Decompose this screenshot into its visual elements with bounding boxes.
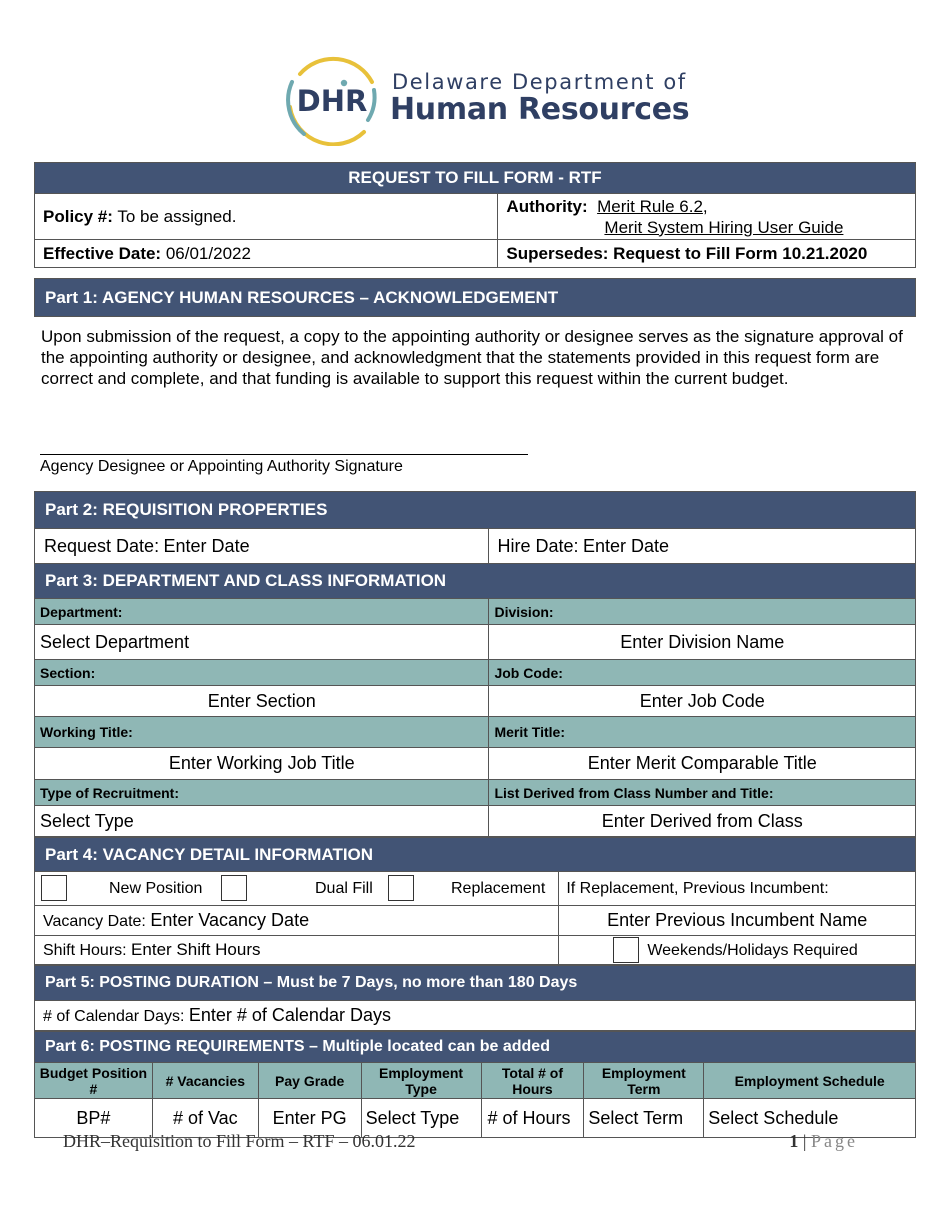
- calendar-days-input[interactable]: Enter # of Calendar Days: [188, 1005, 391, 1025]
- signature-line[interactable]: [40, 454, 528, 455]
- col-budget-position: Budget Position #: [35, 1063, 153, 1099]
- hire-date-label: Hire Date:: [497, 535, 579, 556]
- employment-type-select[interactable]: Select Type: [361, 1099, 481, 1138]
- division-label: Division:: [489, 599, 916, 625]
- shift-hours-label: Shift Hours:: [43, 942, 127, 959]
- hire-date-cell: [489, 529, 916, 564]
- col-vacancies: # Vacancies: [152, 1063, 258, 1099]
- hire-date-input[interactable]: Enter Date: [582, 535, 669, 556]
- merit-rule-link[interactable]: Merit Rule 6.2: [597, 196, 703, 216]
- working-title-input[interactable]: Enter Working Job Title: [35, 748, 489, 780]
- footer-page: [789, 1131, 858, 1152]
- merit-title-input[interactable]: Enter Merit Comparable Title: [489, 748, 916, 780]
- shift-hours-cell: [35, 936, 559, 965]
- previous-incumbent-label: If Replacement, Previous Incumbent:: [559, 872, 916, 906]
- division-input[interactable]: Enter Division Name: [489, 625, 916, 660]
- calendar-days-cell: [35, 1001, 916, 1031]
- effective-date-cell: [35, 240, 498, 268]
- part4-header: Part 4: VACANCY DETAIL INFORMATION: [35, 838, 916, 872]
- vacancy-date-label: Vacancy Date:: [43, 913, 146, 930]
- part6-table: [34, 1031, 916, 1138]
- new-position-label: New Position: [109, 880, 203, 897]
- part5-header: Part 5: POSTING DURATION – Must be 7 Days, no more than 180 Days: [35, 966, 916, 1001]
- job-code-input[interactable]: Enter Job Code: [489, 686, 916, 717]
- replacement-checkbox[interactable]: [388, 875, 414, 901]
- derived-class-label: List Derived from Class Number and Title:: [489, 780, 916, 806]
- col-employment-type: Employment Type: [361, 1063, 481, 1099]
- effective-date-value: 06/01/2022: [165, 243, 251, 263]
- dhr-logo: [282, 52, 702, 146]
- policy-label: Policy #:: [43, 206, 113, 226]
- employment-term-select[interactable]: Select Term: [584, 1099, 704, 1138]
- recruitment-type-select[interactable]: Select Type: [35, 806, 489, 837]
- authority-separator: ,: [702, 196, 708, 216]
- derived-class-input[interactable]: Enter Derived from Class: [489, 806, 916, 837]
- request-to-fill-form: [34, 162, 916, 1138]
- logo-mark-text: DHR: [296, 84, 368, 118]
- acknowledgement-text: Upon submission of the request, a copy to the appointing authority or designee serves as the signature approval of the appointing authority or designee, and acknowledgment that the statements provided in this request form are correct and complete, and that funding is available to support this request within the current budget.: [41, 327, 903, 388]
- shift-hours-input[interactable]: Enter Shift Hours: [131, 940, 261, 959]
- authority-cell: [498, 194, 916, 240]
- department-label: Department:: [35, 599, 489, 625]
- section-label: Section:: [35, 660, 489, 686]
- dual-fill-checkbox[interactable]: [221, 875, 247, 901]
- working-title-label: Working Title:: [35, 717, 489, 748]
- footer-doc-title: DHR–Requisition to Fill Form – RTF – 06.01.22: [63, 1131, 416, 1151]
- budget-position-input[interactable]: BP#: [35, 1099, 153, 1138]
- job-code-label: Job Code:: [489, 660, 916, 686]
- part1-header: Part 1: AGENCY HUMAN RESOURCES – ACKNOWLEDGEMENT: [35, 279, 916, 317]
- vacancy-date-input[interactable]: Enter Vacancy Date: [150, 910, 310, 930]
- col-pay-grade: Pay Grade: [258, 1063, 361, 1099]
- recruitment-type-label: Type of Recruitment:: [35, 780, 489, 806]
- logo-line2: Human Resources: [390, 92, 690, 127]
- page-number: 1: [789, 1131, 799, 1151]
- weekends-checkbox[interactable]: [613, 937, 639, 963]
- calendar-days-label: # of Calendar Days:: [43, 1008, 185, 1025]
- section-input[interactable]: Enter Section: [35, 686, 489, 717]
- part2-part3-table: [34, 491, 916, 837]
- logo-line1: Delaware Department of: [392, 70, 687, 94]
- part1-body: [34, 317, 916, 491]
- authority-label: Authority:: [506, 196, 588, 216]
- part2-header: Part 2: REQUISITION PROPERTIES: [35, 492, 916, 529]
- part3-header: Part 3: DEPARTMENT AND CLASS INFORMATION: [35, 564, 916, 599]
- total-hours-input[interactable]: # of Hours: [481, 1099, 584, 1138]
- employment-schedule-select[interactable]: Select Schedule: [704, 1099, 916, 1138]
- new-position-checkbox[interactable]: [41, 875, 67, 901]
- part5-table: [34, 965, 916, 1031]
- department-select[interactable]: Select Department: [35, 625, 489, 660]
- page-separator: |: [802, 1131, 807, 1151]
- previous-incumbent-input[interactable]: Enter Previous Incumbent Name: [559, 906, 916, 936]
- form-title: REQUEST TO FILL FORM - RTF: [35, 163, 916, 194]
- form-meta-table: [34, 162, 916, 268]
- dual-fill-label: Dual Fill: [315, 880, 373, 897]
- request-date-label: Request Date:: [44, 535, 160, 556]
- supersedes-cell: Supersedes: Request to Fill Form 10.21.2020: [498, 240, 916, 268]
- request-date-input[interactable]: Enter Date: [163, 535, 250, 556]
- replacement-label: Replacement: [451, 880, 546, 897]
- hiring-guide-link[interactable]: Merit System Hiring User Guide: [604, 217, 844, 237]
- vacancies-input[interactable]: # of Vac: [152, 1099, 258, 1138]
- part1-table: [34, 278, 916, 317]
- position-type-cell: [35, 872, 559, 906]
- page-footer: [63, 1131, 858, 1152]
- merit-title-label: Merit Title:: [489, 717, 916, 748]
- dhr-logo-mark-icon: [282, 52, 382, 146]
- col-employment-schedule: Employment Schedule: [704, 1063, 916, 1099]
- pay-grade-input[interactable]: Enter PG: [258, 1099, 361, 1138]
- weekends-cell: [559, 936, 916, 965]
- col-total-hours: Total # of Hours: [481, 1063, 584, 1099]
- page-word: Page: [811, 1131, 858, 1151]
- col-employment-term: Employment Term: [584, 1063, 704, 1099]
- weekends-label: Weekends/Holidays Required: [647, 942, 858, 959]
- policy-value: To be assigned.: [117, 206, 237, 226]
- part6-header: Part 6: POSTING REQUIREMENTS – Multiple located can be added: [35, 1032, 916, 1063]
- policy-cell: [35, 194, 498, 240]
- part4-table: [34, 837, 916, 965]
- request-date-cell: [35, 529, 489, 564]
- effective-date-label: Effective Date:: [43, 243, 162, 263]
- vacancy-date-cell: [35, 906, 559, 936]
- signature-label: Agency Designee or Appointing Authority Signature: [40, 458, 403, 475]
